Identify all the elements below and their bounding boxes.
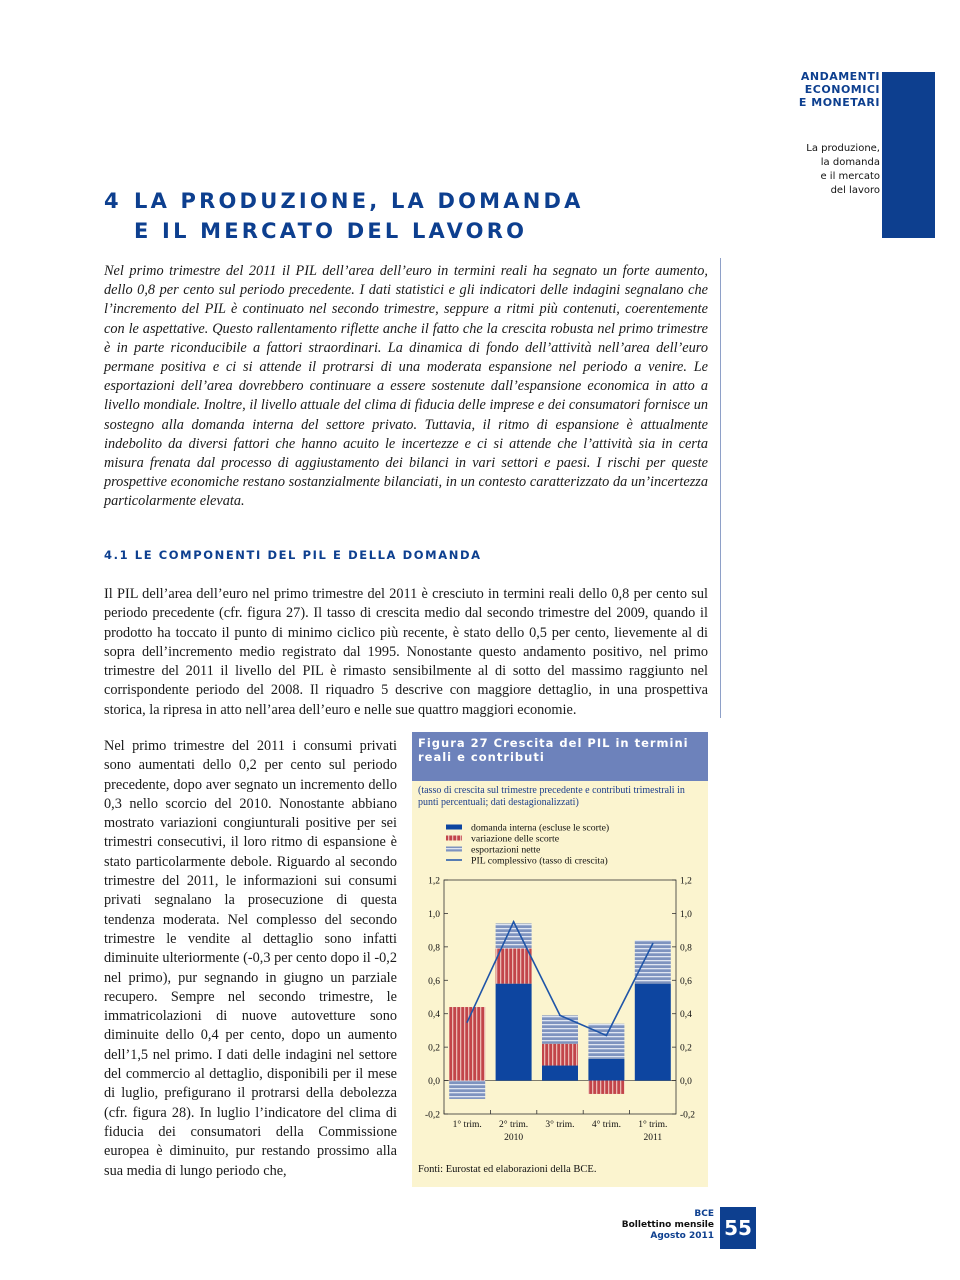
y-tick-label-right: 0,2 bbox=[680, 1043, 692, 1054]
figure-title: Figura 27 Crescita del PIL in termini reali e contributi bbox=[418, 736, 689, 764]
page-number: 55 bbox=[724, 1216, 752, 1240]
legend-swatch bbox=[446, 825, 462, 830]
bar-segment bbox=[496, 923, 532, 948]
x-tick-label: 1° trim. bbox=[638, 1120, 668, 1130]
bar-segment bbox=[542, 1066, 578, 1081]
x-year-label: 2010 bbox=[504, 1133, 524, 1143]
y-tick-label-left: 0,2 bbox=[428, 1043, 440, 1054]
gdp-growth-point bbox=[513, 921, 515, 923]
section-subheading-line: la domanda bbox=[820, 157, 880, 168]
bar-segment bbox=[496, 949, 532, 984]
section-heading-line: E MONETARI bbox=[798, 96, 880, 109]
bar-segment bbox=[588, 1024, 624, 1059]
footer-date: Agosto 2011 bbox=[650, 1231, 714, 1241]
y-tick-label-left: -0,2 bbox=[424, 1110, 440, 1121]
section-subheading-line: e il mercato bbox=[820, 171, 880, 182]
legend-label: PIL complessivo (tasso di crescita) bbox=[471, 855, 608, 867]
margin-rule bbox=[720, 258, 721, 718]
x-tick-label: 3° trim. bbox=[545, 1120, 575, 1130]
y-tick-label-right: 0,4 bbox=[680, 1010, 692, 1021]
bar-segment bbox=[588, 1059, 624, 1081]
bar-segment bbox=[449, 1081, 485, 1099]
legend-label: esportazioni nette bbox=[471, 844, 541, 856]
section-subheading-line: del lavoro bbox=[830, 185, 880, 196]
figure-27 bbox=[412, 732, 708, 1187]
bar-segment bbox=[635, 984, 671, 1081]
legend-swatch bbox=[446, 847, 462, 852]
bar-segment bbox=[542, 1044, 578, 1066]
intro-summary: Nel primo trimestre del 2011 il PIL dell’area dell’euro in termini reali ha segnato un forte aumento, dello 0,8 per cento sul periodo precedente. I dati statistici e gli indicatori delle indagini segnalano che l’incremento del PIL è continuato nel secondo trimestre, seppure a ritmi più contenuti, coerentemente con le aspettative. Questo rallentamento riflette anche il fatto che la crescita robusta nel primo trimestre è in parte riconducibile a fattori straordinari. La dinamica di fondo dell’attività nell’area dell’euro permane positiva e ci si attende il protrarsi di una moderata espansione nel periodo a venire. Le esportazioni dell’area dovrebbero continuare a essere sostenute dall’espansione economica in atto a livello mondiale. Inoltre, il livello attuale del clima di fiducia delle imprese e dei consumatori fornisce un sostegno alla domanda interna del settore privato. Tuttavia, il ritmo di espansione è attualmente indebolito da diversi fattori che hanno acuito le incertezze e ci si attende che l’attività sia in certa misura frenata dal processo di aggiustamento dei bilanci in vari settori e paesi. I rischi per queste prospettive economiche restano sostanzialmente bilanciati, in un contesto caratterizzato da un’incertezza particolarmente elevata. bbox=[104, 263, 708, 510]
chapter-title-line-1: LA PRODUZIONE, LA DOMANDA bbox=[134, 189, 584, 213]
legend-swatch bbox=[446, 836, 462, 841]
y-tick-label-left: 1,2 bbox=[428, 876, 440, 887]
y-tick-label-left: 0,0 bbox=[428, 1077, 440, 1088]
x-tick-label: 1° trim. bbox=[452, 1120, 482, 1130]
gdp-growth-point bbox=[652, 943, 654, 945]
y-tick-label-right: 0,6 bbox=[680, 976, 692, 987]
figure-header bbox=[412, 732, 708, 781]
x-tick-label: 2° trim. bbox=[499, 1120, 529, 1130]
x-year-label: 2011 bbox=[643, 1133, 663, 1143]
footer-publication: Bollettino mensile bbox=[621, 1220, 714, 1230]
figure-source: Fonti: Eurostat ed elaborazioni della BCE. bbox=[418, 1164, 597, 1175]
y-tick-label-left: 1,0 bbox=[428, 909, 440, 920]
bar-segment bbox=[496, 984, 532, 1081]
bar-segment bbox=[635, 940, 671, 983]
footer-publisher: BCE bbox=[694, 1209, 714, 1219]
section-heading bbox=[740, 70, 880, 109]
body-paragraph-2: Nel primo trimestre del 2011 i consumi privati sono aumentati dello 0,2 per cento sul periodo precedente, dopo aver segnato un incremento dello 0,3 nello scorcio del 2010. Nonostante abbiano mostrato variazioni congiunturali positive per sei trimestri consecutivi, il loro ritmo di espansione è stato particolarmente debole. Riguardo al secondo trimestre del 2011, le informazioni sui consumi privati segnalano la prosecuzione di questa tendenza moderata. Nel complesso del secondo trimestre le vendite al dettaglio sono infatti diminuite ulteriormente (-0,3 per cento dopo il -0,2 nel primo), pur segnando in giugno un parziale recupero. Sempre nel secondo trimestre, le immatricolazioni di nuove autovetture sono diminuite dello 0,4 per cento, dopo un aumento dell’1,5 nel primo. I dati delle indagini nel settore del commercio al dettaglio, disponibili per il mese di luglio, prefigurano il protrarsi della debolezza (cfr. figura 28). In luglio l’indicatore del clima di fiducia dei consumatori della Commissione europea è diminuito, pur restando prossimo alla sua media di lungo periodo che, bbox=[104, 738, 397, 1179]
y-tick-label-left: 0,8 bbox=[428, 943, 440, 954]
figure-note: (tasso di crescita sul trimestre precedente e contributi trimestrali in punti percentuali; dati destagionalizzati) bbox=[418, 785, 685, 808]
gdp-growth-point bbox=[606, 1035, 608, 1037]
section-heading-line: ECONOMICI bbox=[804, 83, 880, 96]
y-tick-label-right: 0,8 bbox=[680, 943, 692, 954]
y-tick-label-left: 0,6 bbox=[428, 976, 440, 987]
section-subheading bbox=[740, 142, 880, 198]
legend-label: domanda interna (escluse le scorte) bbox=[471, 822, 610, 834]
y-tick-label-right: 1,0 bbox=[680, 909, 692, 920]
x-tick-label: 4° trim. bbox=[591, 1120, 621, 1130]
chapter-title-line-2: E IL MERCATO DEL LAVORO bbox=[134, 219, 528, 243]
legend-label: variazione delle scorte bbox=[471, 833, 560, 845]
section-heading-line: ANDAMENTI bbox=[800, 70, 880, 83]
gdp-growth-point bbox=[559, 1015, 561, 1017]
section-title: 4.1 LE COMPONENTI DEL PIL E DELLA DOMANDA bbox=[104, 548, 482, 562]
bar-segment bbox=[542, 1015, 578, 1043]
y-tick-label-left: 0,4 bbox=[428, 1010, 440, 1021]
bar-segment bbox=[588, 1081, 624, 1094]
bar-segment bbox=[449, 1007, 485, 1081]
body-paragraph-1: Il PIL dell’area dell’euro nel primo trimestre del 2011 è cresciuto in termini reali dello 0,8 per cento sul periodo precedente (cfr. figura 27). Il tasso di crescita medio dal secondo trimestre del 2009, quando il prodotto ha toccato il punto di minimo ciclico più recente, è stato dello 0,5 per cento, lievemente al di sopra dell’incremento medio registrato dal 1995. Nonostante questo andamento positivo, nel primo trimestre del 2011 il livello del PIL è rimasto sensibilmente al di sotto del massimo raggiunto nel corrispondente periodo del 2008. Il riquadro 5 descrive con maggiore dettaglio, in una prospettiva storica, la ripresa in atto nell’area dell’euro e nelle sue quattro maggiori economie. bbox=[104, 586, 708, 718]
chapter-title bbox=[104, 186, 584, 246]
gdp-chart bbox=[412, 808, 708, 1160]
chapter-number: 4 bbox=[104, 189, 122, 213]
y-tick-label-right: 0,0 bbox=[680, 1077, 692, 1088]
footer-info bbox=[622, 1209, 714, 1242]
y-tick-label-right: -0,2 bbox=[680, 1110, 696, 1121]
y-tick-label-right: 1,2 bbox=[680, 876, 692, 887]
side-tab-bar bbox=[882, 72, 935, 238]
gdp-growth-point bbox=[466, 1021, 468, 1023]
section-subheading-line: La produzione, bbox=[806, 143, 880, 154]
